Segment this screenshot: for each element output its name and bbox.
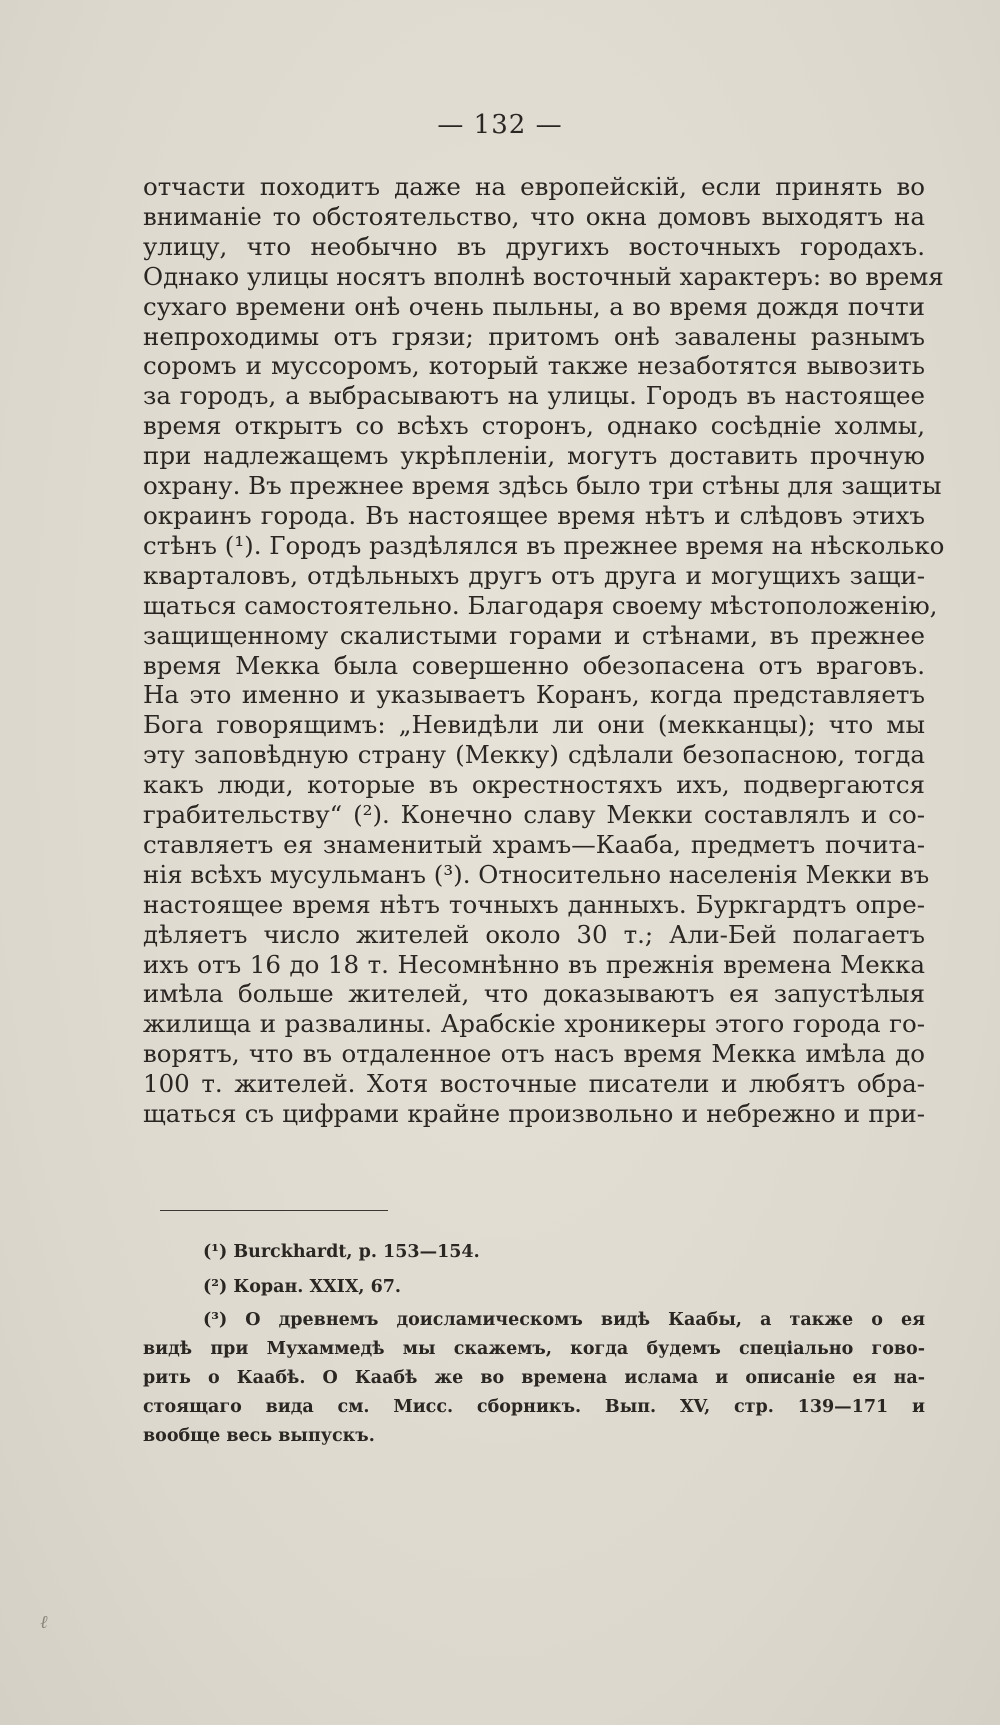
footnotes [143,1238,925,1451]
text-line: нія всѣхъ мусульманъ (³). Относительно населенія Мекки въ [143,859,930,889]
text-line: время Мекка была совершенно обезопасена отъ враговъ. [143,650,925,680]
footnote-1 [143,1238,925,1267]
text-line: какъ люди, которые въ окрестностяхъ ихъ, подвергаются [143,770,925,800]
footnote-line: стоящаго вида см. Мисс. сборникъ. Вып. XV, стр. 139—171 и [143,1397,925,1417]
text-line: Однако улицы носятъ вполнѣ восточный характеръ: во время [143,261,944,291]
footnote-line: (¹) Burckhardt, p. 153—154. [203,1242,480,1262]
text-line: жилища и развалины. Арабскіе хроникеры этого города го- [143,1009,925,1039]
text-line: щаться самостоятельно. Благодаря своему мѣстоположенію, [143,590,938,620]
text-line: грабительству“ (²). Конечно славу Мекки составлялъ и со- [143,800,925,830]
text-line: отчасти походитъ даже на европейскій, если принять во [143,172,925,201]
text-line: щаться съ цифрами крайне произвольно и небрежно и при- [143,1099,925,1129]
text-line: за городъ, а выбрасываютъ на улицы. Городъ въ настоящее [143,381,925,411]
text-line: ихъ отъ 16 до 18 т. Несомнѣнно въ прежнія времена Мекка [143,949,925,979]
text-line: эту заповѣдную страну (Мекку) сдѣлали безопасною, тогда [143,740,925,770]
footnote-line: вообще весь выпускъ. [143,1426,375,1446]
text-line: защищенному скалистыми горами и стѣнами, въ прежнее [143,620,925,650]
page-number: — 132 — [437,110,563,140]
footnote-3 [143,1306,925,1451]
footnote-divider [160,1210,388,1211]
text-line: непроходимы отъ грязи; притомъ онѣ завалены разнымъ [143,321,925,351]
text-line: дѣляетъ число жителей около 30 т.; Али-Бей полагаетъ [143,919,925,949]
footnote-line: (³) О древнемъ доисламическомъ видѣ Каабы, а также о ея [203,1310,925,1330]
text-line: улицу, что необычно въ другихъ восточныхъ городахъ. [143,231,925,261]
text-line: ставляетъ ея знаменитый храмъ—Кааба, предметъ почита- [143,829,925,859]
footnote-line: видѣ при Мухаммедѣ мы скажемъ, когда будемъ спеціально гово- [143,1339,925,1359]
footnote-line: (²) Коран. XXIX, 67. [203,1277,402,1297]
text-line: ворятъ, что въ отдаленное отъ насъ время Мекка имѣла до [143,1039,925,1069]
text-line: имѣла больше жителей, что доказываютъ ея запустѣлыя [143,979,925,1009]
footnote-2 [143,1273,925,1302]
text-line: На это именно и указываетъ Коранъ, когда представляетъ [143,680,925,710]
text-line: сухаго времени онѣ очень пыльны, а во время дождя почти [143,291,925,321]
text-line: охрану. Въ прежнее время здѣсь было три стѣны для защиты [143,471,942,501]
text-line: стѣнъ (¹). Городъ раздѣлялся въ прежнее время на нѣсколько [143,530,945,560]
text-line: вниманіе то обстоятельство, что окна домовъ выходятъ на [143,201,925,231]
text-line: 100 т. жителей. Хотя восточные писатели и любятъ обра- [143,1069,925,1099]
text-line: соромъ и муссоромъ, который также незаботятся вывозить [143,351,925,381]
text-line: Бога говорящимъ: „Невидѣли ли они (мекканцы); что мы [143,710,925,740]
text-line: время открытъ со всѣхъ сторонъ, однако сосѣдніе холмы, [143,411,925,441]
footnote-line: рить о Каабѣ. О Каабѣ же во времена ислама и описаніе ея на- [143,1368,925,1388]
text-line: окраинъ города. Въ настоящее время нѣтъ и слѣдовъ этихъ [143,500,925,530]
text-line: при надлежащемъ укрѣпленіи, могутъ доставить прочную [143,441,925,471]
body-text [143,172,945,1129]
margin-mark: ℓ [40,1612,48,1633]
text-line: настоящее время нѣтъ точныхъ данныхъ. Буркгардтъ опре- [143,889,925,919]
text-line: кварталовъ, отдѣльныхъ другъ отъ друга и могущихъ защи- [143,560,925,590]
